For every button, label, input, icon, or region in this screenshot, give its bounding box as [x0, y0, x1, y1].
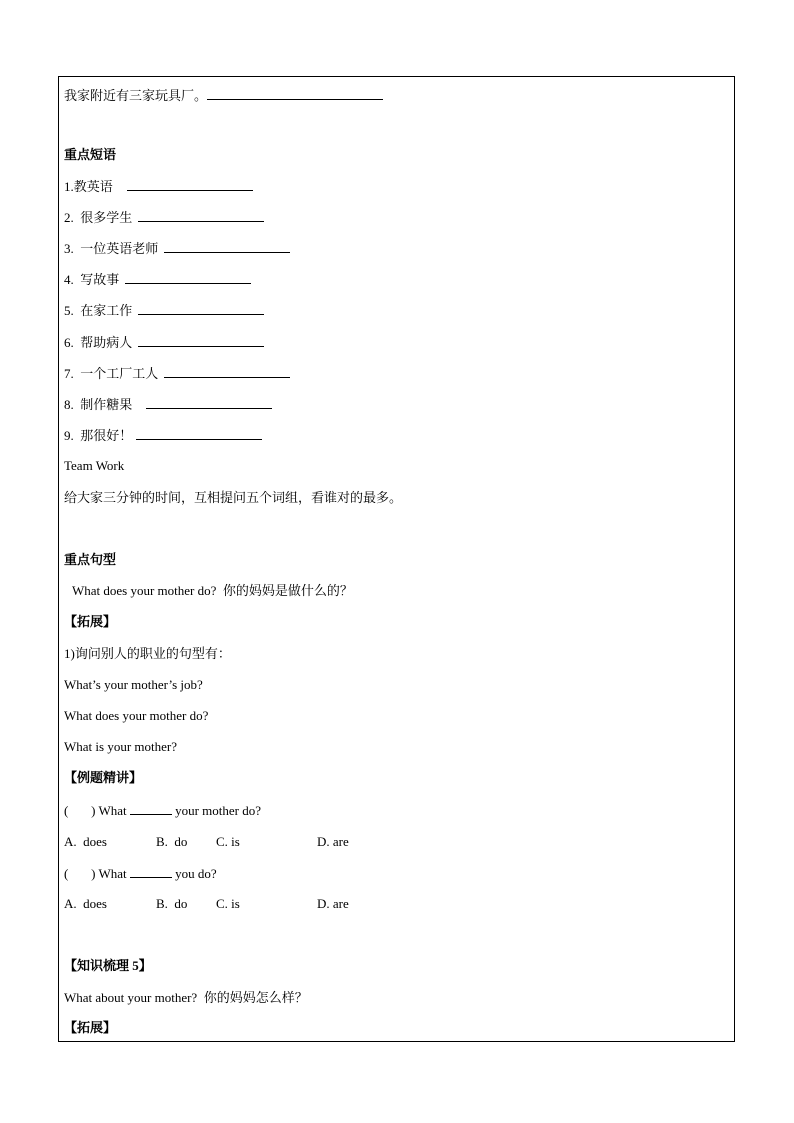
phrase-text: 制作糖果: [80, 397, 133, 412]
phrase-item: [64, 209, 264, 225]
phrase-item: [64, 396, 272, 412]
knowledge-expand-label: 【拓展】: [64, 1020, 117, 1035]
phrase-item: [64, 427, 262, 443]
phrase-blank[interactable]: [138, 209, 264, 222]
phrase-blank[interactable]: [125, 271, 251, 284]
answer-blank[interactable]: [207, 87, 383, 100]
phrase-blank[interactable]: [164, 365, 290, 378]
question-text: you do?: [175, 866, 217, 881]
phrase-blank[interactable]: [138, 302, 264, 315]
phrases-heading: 重点短语: [64, 147, 117, 162]
pattern-line: What does your mother do?: [64, 708, 209, 723]
phrase-blank[interactable]: [138, 334, 264, 347]
expand-intro: 1)询问别人的职业的句型有：: [64, 646, 231, 661]
pattern-line: What’s your mother’s job?: [64, 677, 203, 692]
phrase-text: 教英语: [73, 179, 113, 194]
question-blank[interactable]: [130, 802, 172, 815]
question-line: [64, 865, 217, 881]
question-line: [64, 802, 261, 818]
phrase-num: 1.: [64, 179, 74, 194]
phrase-text: 一个工厂工人: [80, 366, 159, 381]
phrase-blank[interactable]: [146, 396, 272, 409]
option-c[interactable]: C. is: [216, 896, 240, 911]
question-text: What: [98, 866, 127, 881]
team-work-title: Team Work: [64, 458, 125, 473]
phrase-num: 7.: [64, 366, 74, 381]
intro-line: [64, 87, 383, 103]
phrase-num: 4.: [64, 272, 74, 287]
phrase-num: 3.: [64, 241, 74, 256]
phrase-item: [64, 302, 264, 318]
phrase-blank[interactable]: [164, 240, 290, 253]
intro-text: 我家附近有三家玩具厂。: [64, 88, 208, 103]
phrase-blank[interactable]: [136, 427, 262, 440]
options-row: [64, 834, 464, 850]
pattern-line: What is your mother?: [64, 739, 177, 754]
answer-paren[interactable]: ( ): [64, 866, 96, 881]
phrase-item: [64, 365, 290, 381]
phrase-text: 很多学生: [80, 210, 133, 225]
option-a[interactable]: A. does: [64, 834, 107, 849]
knowledge-heading: 【知识梳理 5】: [64, 958, 152, 973]
team-work-text: 给大家三分钟的时间，互相提问五个词组，看谁对的最多。: [64, 490, 403, 505]
expand-label: 【拓展】: [64, 614, 117, 629]
example-heading: 【例题精讲】: [64, 770, 143, 785]
options-row: [64, 896, 464, 912]
phrase-num: 6.: [64, 335, 74, 350]
phrase-text: 那很好！: [80, 428, 133, 443]
phrase-item: [64, 178, 253, 194]
phrase-item: [64, 271, 251, 287]
phrase-num: 9.: [64, 428, 74, 443]
knowledge-sentence: What about your mother? 你的妈妈怎么样？: [64, 990, 308, 1005]
sentence-heading: 重点句型: [64, 552, 117, 567]
phrase-item: [64, 334, 264, 350]
option-c[interactable]: C. is: [216, 834, 240, 849]
phrase-item: [64, 240, 290, 256]
option-b[interactable]: B. do: [156, 834, 188, 849]
option-d[interactable]: D. are: [317, 896, 349, 911]
phrase-num: 8.: [64, 397, 74, 412]
question-text: your mother do?: [175, 803, 262, 818]
key-sentence: What does your mother do? 你的妈妈是做什么的？: [72, 583, 353, 598]
question-text: What: [98, 803, 127, 818]
option-b[interactable]: B. do: [156, 896, 188, 911]
option-a[interactable]: A. does: [64, 896, 107, 911]
answer-paren[interactable]: ( ): [64, 803, 96, 818]
question-blank[interactable]: [130, 865, 172, 878]
phrase-text: 写故事: [80, 272, 120, 287]
phrase-num: 5.: [64, 303, 74, 318]
option-d[interactable]: D. are: [317, 834, 349, 849]
phrase-text: 一位英语老师: [80, 241, 159, 256]
phrase-text: 在家工作: [80, 303, 133, 318]
phrase-blank[interactable]: [127, 178, 253, 191]
phrase-num: 2.: [64, 210, 74, 225]
phrase-text: 帮助病人: [80, 335, 133, 350]
